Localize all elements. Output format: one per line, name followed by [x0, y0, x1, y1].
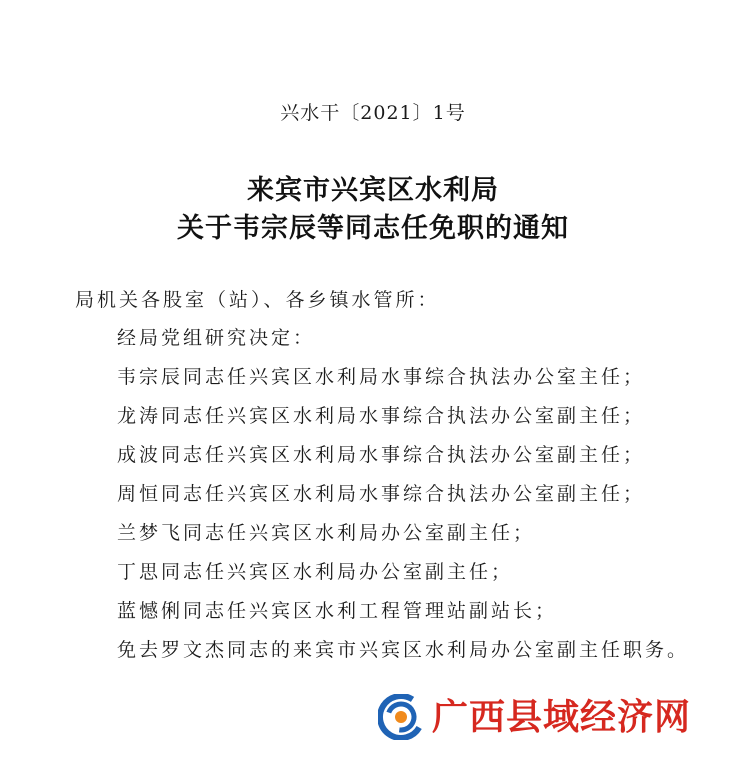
body-line-appointment: 韦宗辰同志任兴宾区水利局水事综合执法办公室主任； [117, 366, 646, 388]
document-number: 兴水干〔2021〕1号 [280, 102, 466, 124]
site-watermark [378, 694, 691, 740]
body-line-appointment: 兰梦飞同志任兴宾区水利局办公室副主任； [117, 522, 536, 544]
body-line-appointment: 蓝憾俐同志任兴宾区水利工程管理站副站长； [117, 600, 558, 622]
recipient-line: 局机关各股室（站）、各乡镇水管所： [75, 289, 440, 311]
swirl-logo-icon [378, 694, 424, 740]
body-line-appointment: 龙涛同志任兴宾区水利局水事综合执法办公室副主任； [117, 405, 646, 427]
document-title-line-1: 来宾市兴宾区水利局 [247, 175, 499, 206]
watermark-text: 广西县域经济网 [432, 696, 692, 738]
body-line-appointment: 丁思同志任兴宾区水利局办公室副主任； [117, 561, 514, 583]
document-title-line-2: 关于韦宗辰等同志任免职的通知 [177, 213, 569, 244]
body-line-appointment: 成波同志任兴宾区水利局水事综合执法办公室副主任； [117, 444, 646, 466]
body-line-dismissal: 免去罗文杰同志的来宾市兴宾区水利局办公室副主任职务。 [117, 639, 690, 661]
body-line-intro: 经局党组研究决定： [117, 327, 316, 349]
body-line-appointment: 周恒同志任兴宾区水利局水事综合执法办公室副主任； [117, 483, 646, 505]
